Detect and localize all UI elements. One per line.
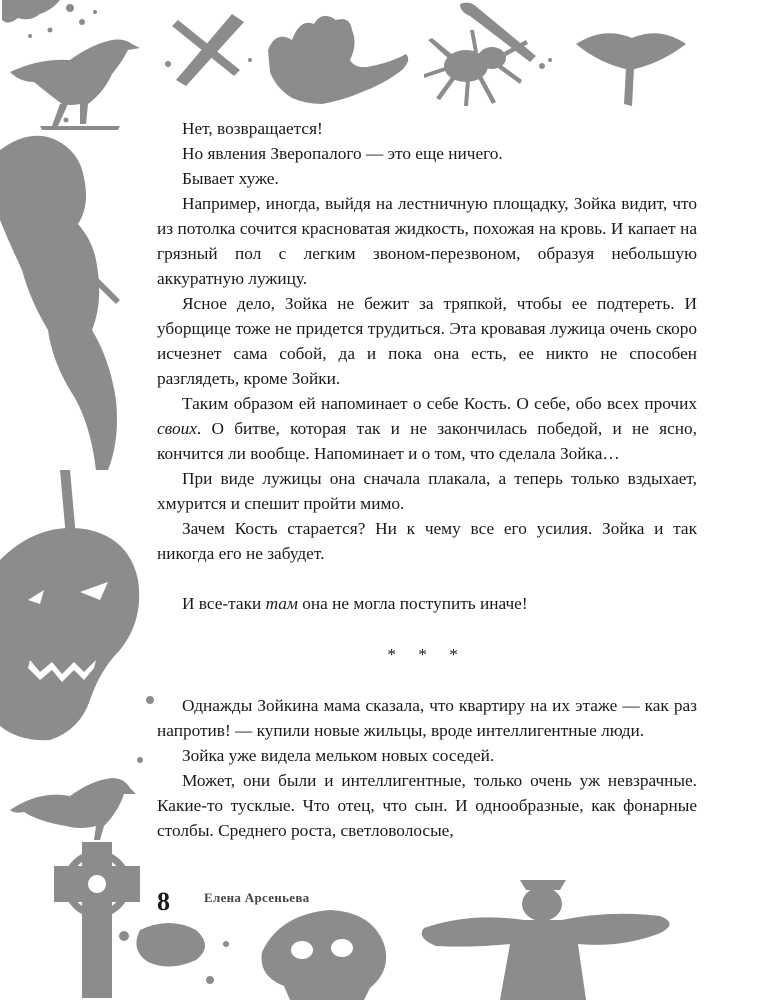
cross-icon bbox=[165, 14, 252, 86]
crow-icon bbox=[10, 40, 140, 131]
emphasis-paragraph bbox=[157, 591, 697, 616]
splatter-icon bbox=[119, 923, 229, 984]
paragraph: Но явления Зверопалого — это еще ничего. bbox=[182, 144, 503, 163]
text-segment: И все-таки bbox=[182, 594, 266, 613]
paragraph: Однажды Зойкина мама сказала, что квартиру на их этаже — как раз напротив! — купили новые жильцы, вроде интеллигентные люди. bbox=[157, 696, 697, 740]
emphasis-text: своих bbox=[157, 419, 197, 438]
celtic-cross-icon bbox=[54, 842, 140, 998]
paragraph: Зачем Кость старается? Ни к чему все его усилия. Зойка и так никогда его не забудет. bbox=[157, 519, 697, 563]
section-separator: * * * bbox=[387, 645, 467, 664]
emphasis-text: там bbox=[265, 594, 298, 613]
body-text bbox=[157, 116, 697, 843]
paragraph: При виде лужицы она сначала плакала, а теперь только вздыхает, хмурится и спешит пройти мимо. bbox=[157, 469, 697, 513]
skull-icon bbox=[261, 910, 386, 1000]
author-name: Елена Арсеньева bbox=[204, 890, 310, 905]
paragraph: Нет, возвращается! bbox=[182, 119, 323, 138]
witch-silhouette-icon bbox=[0, 118, 120, 471]
text-segment: . О битве, которая так и не закончилась победой, и не ясно, кончится ли вообще. Напоминает и о том, что сделала Зойка… bbox=[157, 419, 697, 463]
paragraph: Ясное дело, Зойка не бежит за тряпкой, чтобы ее подтереть. И уборщице тоже не придется трудиться. Эта кровавая лужица очень скоро исчезнет сама собой, да и пока она есть, ее никто не способен разглядеть, кроме Зойки. bbox=[157, 294, 697, 388]
lips-icon bbox=[576, 33, 686, 106]
paragraph: Зойка уже видела мельком новых соседей. bbox=[182, 746, 495, 765]
paragraph: Бывает хуже. bbox=[182, 169, 279, 188]
hand-icon bbox=[268, 16, 408, 104]
splatter-icon bbox=[2, 0, 97, 38]
text-segment: Таким образом ей напоминает о себе Кость. О себе, обо всех прочих bbox=[182, 394, 697, 413]
paragraph bbox=[157, 391, 697, 466]
crow-icon bbox=[10, 778, 136, 840]
skull-face-icon bbox=[0, 470, 154, 763]
scarecrow-icon bbox=[422, 880, 670, 1000]
text-segment: она не могла поступить иначе! bbox=[297, 594, 528, 613]
paragraph: Может, они были и интеллигентные, только очень уж невзрачные. Какие-то тусклые. Что отец, что сын. И однообразные, как фонарные столбы. Среднего роста, светловолосые, bbox=[157, 771, 697, 840]
paragraph: Например, иногда, выйдя на лестничную площадку, Зойка видит, что из потолка сочится красноватая жидкость, похожая на кровь. И капает на грязный пол с легким звоном-перезвоном, образуя небольшую аккуратную лужицу. bbox=[157, 194, 697, 288]
page-number: 8 bbox=[157, 887, 170, 916]
